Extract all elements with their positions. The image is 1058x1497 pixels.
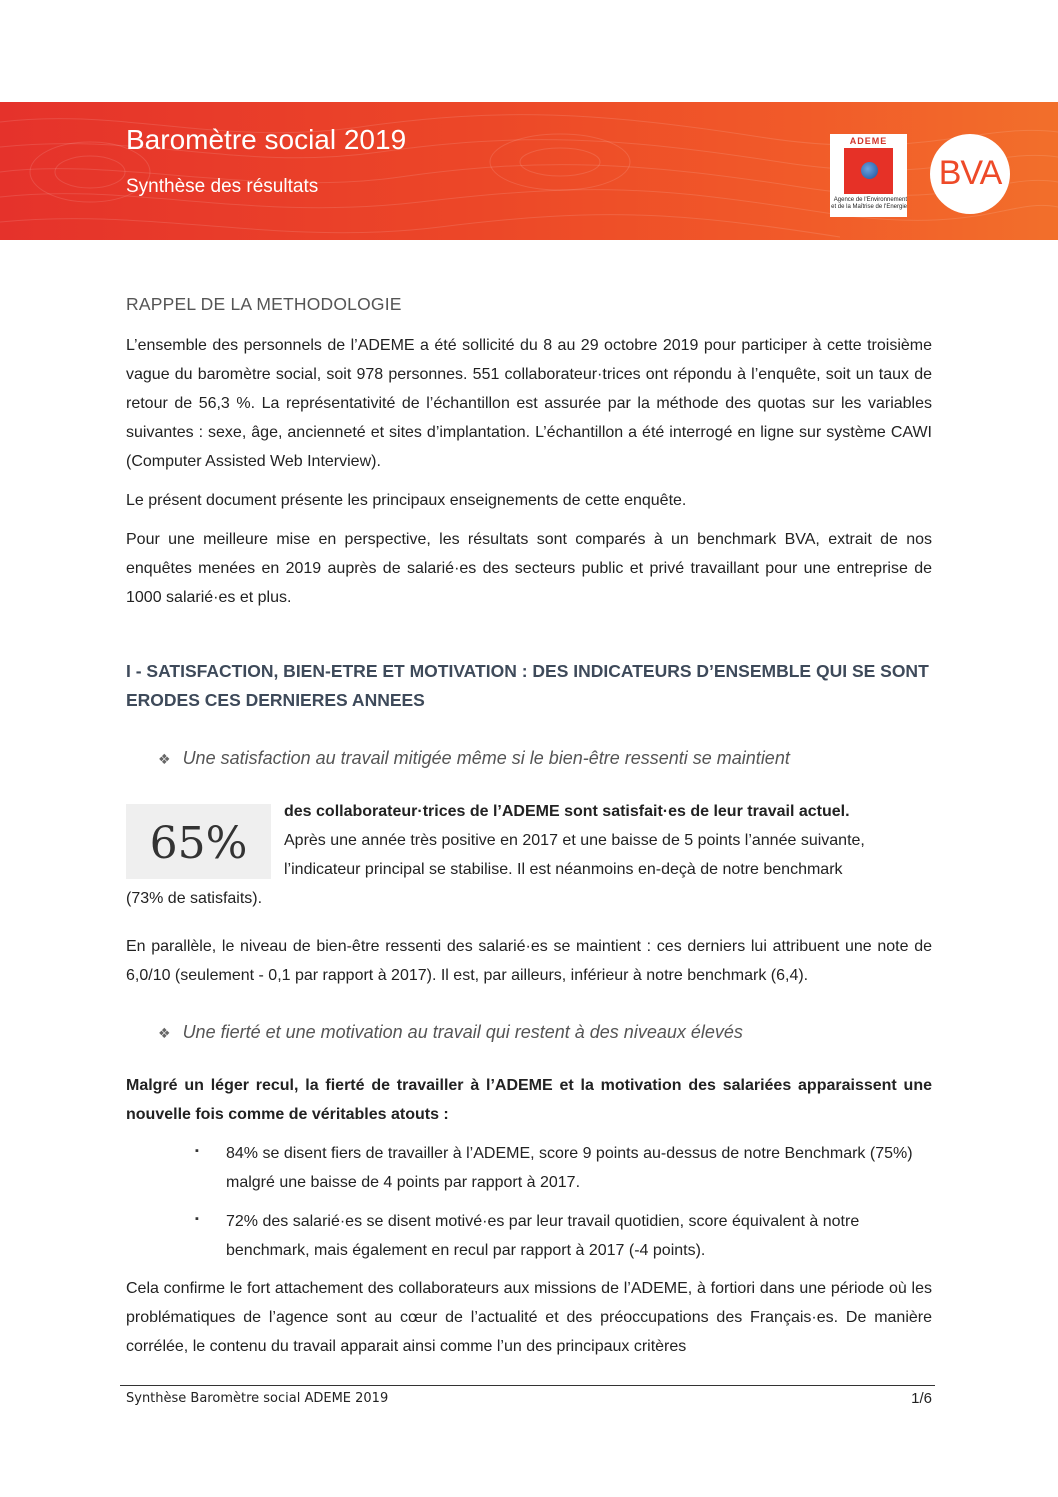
document-title: Baromètre social 2019 bbox=[126, 124, 407, 155]
ademe-logo-caption: Agence de l'Environnement et de la Maîtrise de l'Energie bbox=[831, 197, 907, 210]
stat-bold-text: des collaborateur·trices de l’ADEME sont satisfait·es de leur travail actuel. bbox=[284, 803, 850, 820]
footer-title: Synthèse Baromètre social ADEME 2019 bbox=[126, 1391, 389, 1406]
section-1-heading: I - SATISFACTION, BIEN-ETRE ET MOTIVATION : DES INDICATEURS D’ENSEMBLE QUI SE SONT ERODES CES DERNIERES ANNEES bbox=[126, 661, 929, 710]
pride-intro-paragraph: Malgré un léger recul, la fierté de travailler à l’ADEME et la motivation des salariées apparaissent une nouvelle fois comme de véritables atouts : bbox=[126, 1077, 932, 1123]
diamond-bullet-icon: ❖ bbox=[158, 1025, 171, 1041]
closing-body bbox=[126, 1274, 932, 1361]
wellbeing-paragraph: En parallèle, le niveau de bien-être ressenti des salarié·es se maintient : ces derniers lui attribuent une note de 6,0/10 (seulement - 0,1 par rapport à 2017). Il est, par ailleurs, inférieur à notre benchmark (6,4). bbox=[126, 938, 932, 984]
subheading-pride-text: Une fierté et une motivation au travail qui restent à des niveaux élevés bbox=[182, 1022, 743, 1042]
bva-logo bbox=[930, 134, 1010, 214]
stat-line-2: Après une année très positive en 2017 et une baisse de 5 points l’année suivante, bbox=[284, 832, 865, 849]
page-number: 1/6 bbox=[911, 1390, 932, 1407]
bva-logo-text: BVA bbox=[938, 154, 1002, 192]
globe-icon bbox=[861, 162, 878, 179]
methodology-paragraph-2: Le présent document présente les principaux enseignements de cette enquête. bbox=[126, 492, 687, 509]
square-bullet-icon: ▪ bbox=[195, 1213, 199, 1225]
stat-line-3: l’indicateur principal se stabilise. Il est néanmoins en-deçà de notre benchmark bbox=[284, 861, 843, 878]
wellbeing-body bbox=[126, 932, 932, 990]
subheading-satisfaction bbox=[158, 748, 790, 769]
methodology-body bbox=[126, 331, 932, 612]
square-bullet-icon: ▪ bbox=[195, 1145, 199, 1157]
pride-intro bbox=[126, 1071, 932, 1129]
list-item: 72% des salarié·es se disent motivé·es par leur travail quotidien, score équivalent à notre benchmark, mais également en recul par rapport à 2017 (-4 points). bbox=[226, 1213, 860, 1259]
methodology-paragraph-1: L’ensemble des personnels de l’ADEME a été sollicité du 8 au 29 octobre 2019 pour participer à cette troisième vague du baromètre social, soit 978 personnes. 551 collaborateur·trices ont répondu à l’enquête, soit un taux de retour de 56,3 %. La représentativité de l’échantillon est assurée par la méthode des quotas sur les variables suivantes : sexe, âge, ancienneté et sites d’implantation. L’échantillon a été interrogé en ligne sur système CAWI (Computer Assisted Web Interview). bbox=[126, 337, 932, 470]
methodology-paragraph-3: Pour une meilleure mise en perspective, les résultats sont comparés à un benchmark BVA, extrait de nos enquêtes menées en 2019 auprès de salarié·es des secteurs public et privé travaillant pour une entreprise de 1000 salarié·es et plus. bbox=[126, 531, 932, 606]
diamond-bullet-icon: ❖ bbox=[158, 751, 171, 767]
header-banner bbox=[0, 102, 1058, 240]
stat-line-4: (73% de satisfaits). bbox=[126, 890, 263, 907]
ademe-logo bbox=[830, 134, 907, 217]
footer-divider bbox=[120, 1385, 935, 1386]
list-item: 84% se disent fiers de travailler à l’ADEME, score 9 points au-dessus de notre Benchmark (75%) malgré une baisse de 4 points par rapport à 2017. bbox=[226, 1145, 913, 1191]
subheading-satisfaction-text: Une satisfaction au travail mitigée même si le bien-être ressenti se maintient bbox=[182, 748, 790, 768]
subheading-pride bbox=[158, 1022, 743, 1043]
stat-box bbox=[126, 804, 271, 879]
ademe-logo-text: ADEME bbox=[849, 136, 888, 146]
document-subtitle: Synthèse des résultats bbox=[126, 176, 319, 197]
closing-paragraph: Cela confirme le fort attachement des collaborateurs aux missions de l’ADEME, à fortiori dans une période où les problématiques de l’agence sont au cœur de l’actualité et des préoccupations des Français·es. De manière corrélée, le contenu du travail apparait ainsi comme l’un des principaux critères bbox=[126, 1280, 932, 1355]
stat-value: 65% bbox=[149, 818, 248, 869]
methodology-heading: RAPPEL DE LA METHODOLOGIE bbox=[126, 294, 402, 314]
